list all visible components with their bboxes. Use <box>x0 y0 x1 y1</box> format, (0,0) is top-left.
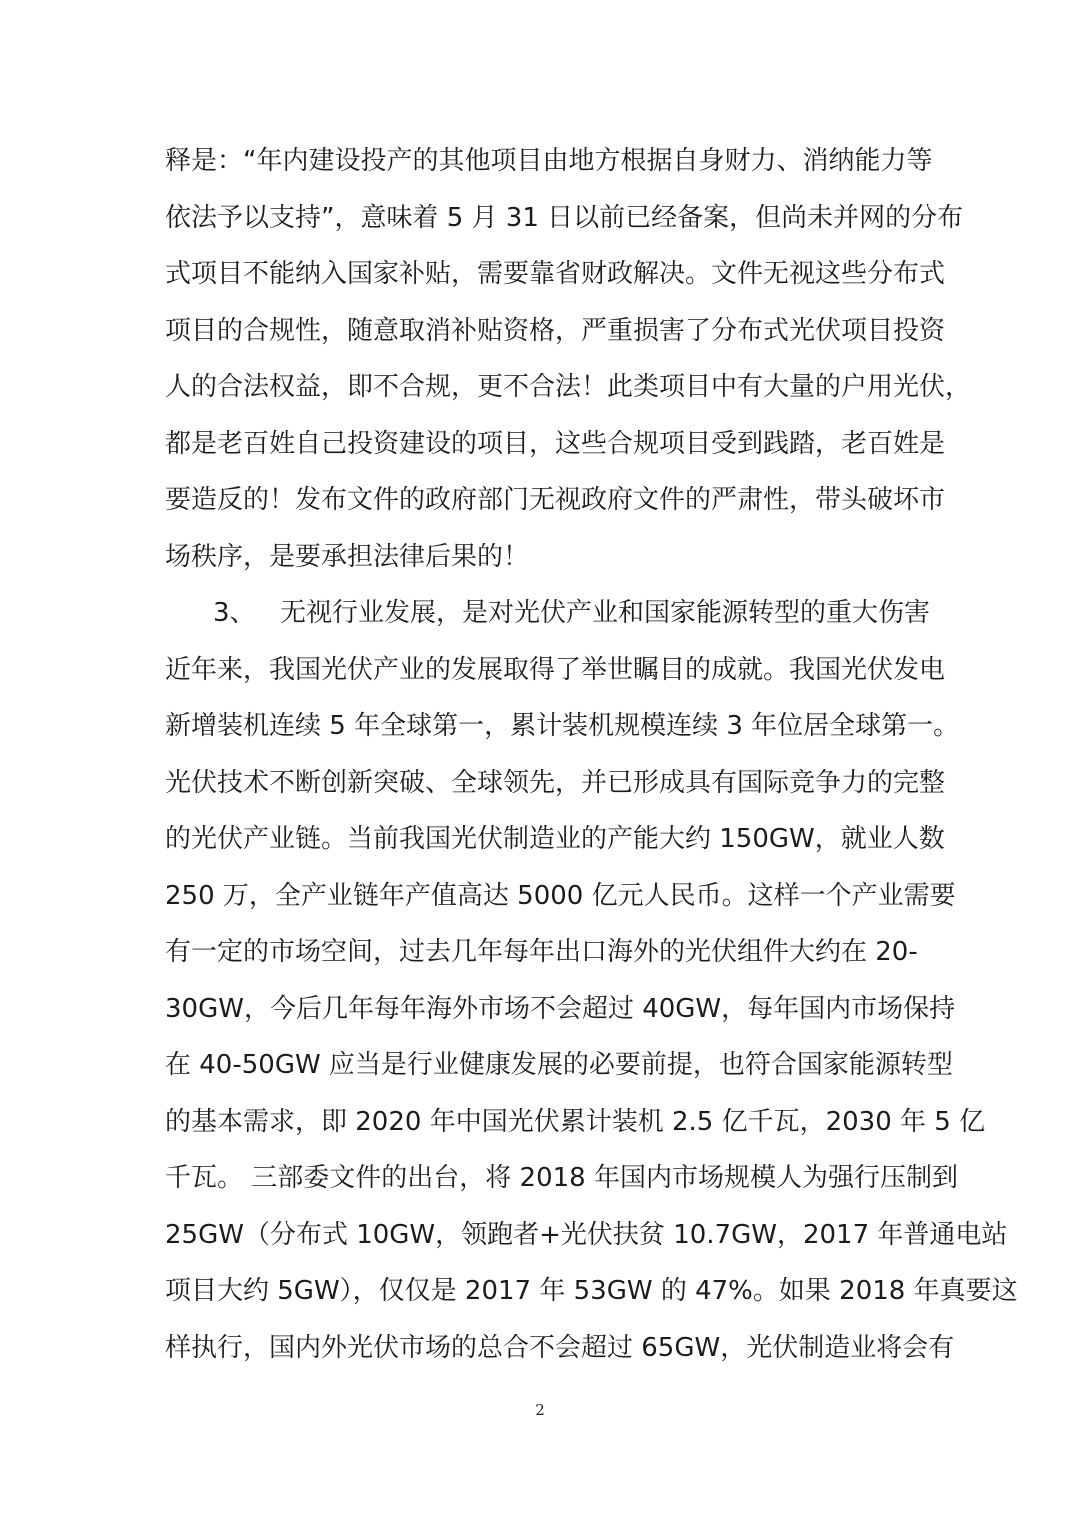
text-line: 项目大约 5GW），仅仅是 2017 年 53GW 的 47%。如果 2018 年真要这 <box>165 1276 1018 1306</box>
text-line: 式项目不能纳入国家补贴，需要靠省财政解决。文件无视这些分布式 <box>165 259 946 289</box>
text-line: 光伏技术不断创新突破、全球领先，并已形成具有国际竞争力的完整 <box>165 768 946 798</box>
text-line: 样执行，国内外光伏市场的总合不会超过 65GW，光伏制造业将会有 <box>165 1333 955 1363</box>
text-line: 有一定的市场空间，过去几年每年出口海外的光伏组件大约在 20- <box>165 937 918 967</box>
text-line: 近年来，我国光伏产业的发展取得了举世瞩目的成就。我国光伏发电 <box>165 655 946 685</box>
section-heading: 无视行业发展，是对光伏产业和国家能源转型的重大伤害 <box>280 598 931 628</box>
text-line: 都是老百姓自己投资建设的项目，这些合规项目受到践踏，老百姓是 <box>165 429 946 459</box>
text-line: 依法予以支持”，意味着 5 月 31 日以前已经备案，但尚未并网的分布 <box>165 203 964 233</box>
page-number: 2 <box>535 1401 545 1419</box>
text-line: 的光伏产业链。当前我国光伏制造业的产能大约 150GW，就业人数 <box>165 824 945 854</box>
text-line: 30GW，今后几年每年海外市场不会超过 40GW，每年国内市场保持 <box>165 994 956 1024</box>
section-number: 3、 <box>213 598 256 628</box>
text-line: 25GW（分布式 10GW，领跑者+光伏扶贫 10.7GW，2017 年普通电站 <box>165 1220 1008 1250</box>
text-line: 250 万，全产业链年产值高达 5000 亿元人民币。这样一个产业需要 <box>165 881 956 911</box>
text-line: 释是：“年内建设投产的其他项目由地方根据自身财力、消纳能力等 <box>165 146 933 176</box>
text-line: 项目的合规性，随意取消补贴资格，严重损害了分布式光伏项目投资 <box>165 316 946 346</box>
text-line: 新增装机连续 5 年全球第一，累计装机规模连续 3 年位居全球第一。 <box>165 711 960 741</box>
text-line: 千瓦。 三部委文件的出台，将 2018 年国内市场规模人为强行压制到 <box>165 1163 958 1193</box>
text-line: 的基本需求，即 2020 年中国光伏累计装机 2.5 亿千瓦，2030 年 5 亿 <box>165 1107 986 1137</box>
text-line: 在 40-50GW 应当是行业健康发展的必要前提，也符合国家能源转型 <box>165 1050 953 1080</box>
text-line: 人的合法权益，即不合规，更不合法！此类项目中有大量的户用光伏， <box>165 372 972 402</box>
text-line: 场秩序，是要承担法律后果的！ <box>165 542 530 572</box>
text-line: 要造反的！发布文件的政府部门无视政府文件的严肃性，带头破坏市 <box>165 485 946 515</box>
